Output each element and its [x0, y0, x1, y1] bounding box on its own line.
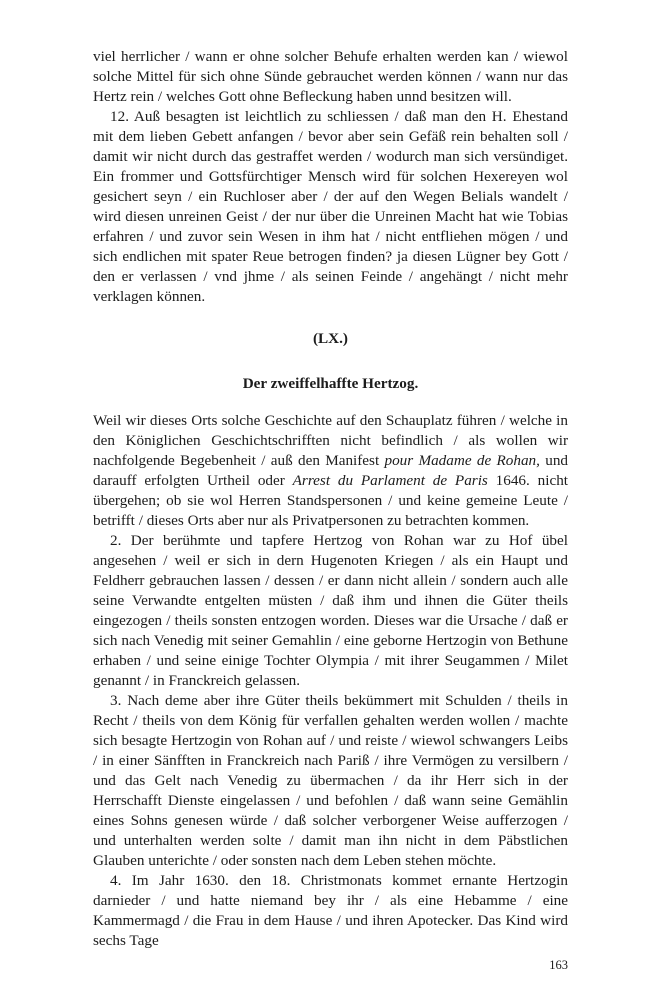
text-segment: 2. Der berühmte und tapfere Hertzog von Rohan war zu Hof übel angesehen / weil er sich in dern Hugenoten Kriegen / als ein Haupt und Feldherr gebrauchen lassen / dessen / er dann nicht allein / sondern auch alle seine Verwandte entgelten müsten / daß ihm und ihnen die Güter theils eingezogen / theils sonsten entzogen worden. Dieses war die Ursache / daß er sich nach Venedig mit seiner Gemahlin / eine geborne Hertzogin von Bethune erhaben / und seine einige Tochter Olympia / mit ihrer Seugammen / Milet genannt / in Franckreich gelassen.	[93, 532, 568, 689]
paragraph	[93, 107, 568, 307]
chapter-title: Der zweiffelhaffte Hertzog.	[242, 375, 419, 392]
text-segment: 1646. nicht übergehen; ob sie wol Herren Standspersonen / und keine gemeine Leute / betrifft / dieses Orts aber nur als Privatpersonen zu betrachten kommen.	[93, 472, 569, 529]
text-block	[93, 47, 568, 975]
text-segment: und darauff erfolgten Urtheil oder	[93, 452, 568, 489]
italic-text-segment: Arrest du Parlament de Paris	[292, 472, 488, 489]
intro-paragraphs	[93, 47, 568, 307]
paragraph	[93, 47, 568, 107]
paragraph	[93, 531, 568, 691]
paragraph	[93, 871, 568, 951]
text-segment: 4. Im Jahr 1630. den 18. Christmonats kommet ernante Hertzogin darnieder / und hatte niemand bey ihr / als eine Hebamme / eine Kammermagd / die Frau in dem Hause / und ihren Apotecker. Das Kind wird sechs Tage	[93, 872, 568, 949]
chapter-number-heading: (LX.)	[312, 330, 348, 347]
text-segment: Weil wir dieses Orts solche Geschichte auf den Schauplatz führen / welche in den Königlichen Geschichtschrifften nicht befindlich / als wollen wir nachfolgende Begebenheit / auß den Manifest	[93, 412, 568, 469]
page-number: 163	[549, 958, 568, 972]
italic-text-segment: pour Madame de Rohan,	[384, 452, 540, 469]
paragraph	[93, 411, 568, 531]
text-segment: 3. Nach deme aber ihre Güter theils bekümmert mit Schulden / theils in Recht / theils von dem König für verfallen gehalten werden wollen / machte sich besagte Hertzogin von Rohan auf / und reiste / wiewol schwangers Leibs / in einer Sänfften in Franckreich nach Pariß / ihre Vermögen zu versilbern / und das Gelt nach Venedig zu übermachen / da ihr Herr sich in der Herrschafft Dienste eingelassen / und befohlen / daß wann seine Gemählin eines Sohns genesen würde / daß solcher verborgener Weise aufferzogen / und unterhalten werden solte / damit man ihn nicht in dem Päbstlichen Glauben unterichte / oder sonsten nach dem Leben stehen möchte.	[93, 692, 568, 869]
text-segment: viel herrlicher / wann er ohne solcher Behufe erhalten werden kan / wiewol solche Mittel für sich ohne Sünde gebrauchet werden können / wann nur das Hertz rein / welches Gott ohne Befleckung haben unnd besitzen will.	[93, 48, 568, 105]
body-paragraphs	[93, 411, 568, 951]
text-segment: 12. Auß besagten ist leichtlich zu schliessen / daß man den H. Ehestand mit dem lieben Gebett anfangen / bevor aber sein Gefäß rein behalten soll / damit wir nicht durch das gestraffet werden / wodurch man sich versündiget. Ein frommer und Gottsfürchtiger Mensch wird für solchen Hexereyen wol gesichert seyn / ein Ruchloser aber / der auf den Wegen Belials wandelt / wird diesen unreinen Geist / der nur über die Unreinen Macht hat wie Tobias erfahren / und zuvor sein Wesen in ihm hat / nicht entfliehen mögen / und sich endlichen mit spater Reue betrogen finden? ja diesen Lügner bey Gott / den er verlassen / vnd jhme / als seinen Feinde / angehängt / nicht mehr verklagen können.	[93, 108, 568, 305]
paragraph	[93, 691, 568, 871]
